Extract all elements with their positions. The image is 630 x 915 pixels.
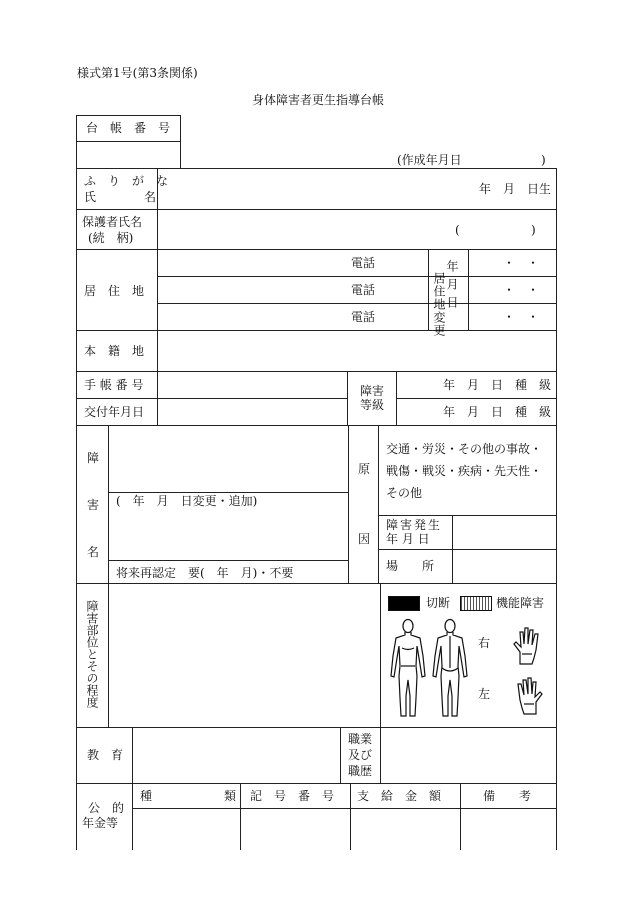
body-back-figure (430, 618, 470, 720)
left-hand-label: 左 (478, 687, 491, 701)
page-title: 身体障害者更生指導台帳 (252, 93, 385, 107)
guardian-name-label: 保護者氏名 (82, 215, 143, 229)
relation-label: (続 柄) (88, 231, 134, 245)
change-date-dots-1: ・ ・ (503, 256, 540, 270)
pension-col-code: 記 号 番 号 (250, 789, 335, 803)
cause-char-2: 因 (358, 532, 371, 546)
domicile-label: 本 籍 地 (84, 344, 145, 358)
ledger-number-label: 台 帳 番 号 (86, 121, 171, 135)
creation-date-label: (作成年月日 (397, 153, 462, 167)
phone-label-2: 電話 (351, 283, 376, 297)
issue-date-label: 交付年月日 (84, 405, 145, 419)
pension-col-type: 種 類 (140, 789, 237, 803)
grade-date-row-2: 年 月 日 種 級 (443, 405, 552, 419)
residence-change-label: 居住地変更 (432, 272, 446, 337)
grade-date-row-1: 年 月 日 種 級 (443, 378, 552, 392)
occupation-label-3: 職歴 (348, 764, 373, 778)
education-label: 教 育 (87, 748, 124, 762)
onset-label-2: 年 月 日 (386, 532, 430, 546)
cause-char-1: 原 (358, 462, 371, 476)
change-date-dots-3: ・ ・ (503, 310, 540, 324)
amputation-swatch (388, 596, 420, 611)
legend-amputation: 切断 (426, 596, 451, 610)
phone-label-3: 電話 (351, 310, 376, 324)
occupation-label-2: 及び (348, 748, 373, 762)
phone-label-1: 電話 (351, 256, 376, 270)
form-number-label: 様式第1号(第3条関係) (77, 66, 198, 80)
birth-date-label: 年 月 日生 (479, 182, 552, 196)
disability-name-char-2: 害 (87, 498, 100, 512)
grade-label-2: 等級 (360, 398, 385, 412)
handbook-number-label: 手 帳 番 号 (84, 378, 144, 392)
cause-options-text: 交通・労災・その他の事故・戦傷・戦災・疾病・先天性・その他 (386, 442, 543, 500)
residence-label: 居 住 地 (84, 284, 145, 298)
relation-paren-open: ( (455, 223, 460, 237)
body-front-figure (388, 618, 428, 720)
right-hand-label: 右 (478, 636, 491, 650)
disability-change-note: ( 年 月 日変更・追加) (116, 494, 258, 508)
place-label: 場 所 (386, 559, 435, 573)
occupation-label-1: 職業 (348, 732, 373, 746)
residence-change-date-label: 年月日 (445, 260, 459, 314)
pension-label-1: 公 的 (88, 801, 125, 815)
right-hand-icon (510, 624, 546, 666)
recertification-note: 将来再認定 要( 年 月)・不要 (116, 566, 294, 580)
relation-paren-close: ) (531, 223, 536, 237)
furigana-label: ふ り が な (84, 174, 169, 188)
pension-col-amount: 支 給 金 額 (357, 789, 442, 803)
pension-label-2: 年金等 (82, 816, 119, 830)
disability-name-char-1: 障 (87, 451, 100, 465)
legend-functional: 機能障害 (496, 596, 545, 610)
functional-swatch (460, 596, 492, 611)
disability-name-char-3: 名 (87, 545, 100, 559)
body-part-label: 障害部位とその程度 (85, 600, 99, 708)
left-hand-icon (510, 674, 546, 716)
pension-col-remarks: 備 考 (483, 789, 532, 803)
onset-label-1: 障害発生 (386, 518, 443, 532)
name-label: 氏 名 (84, 190, 157, 204)
change-date-dots-2: ・ ・ (503, 283, 540, 297)
creation-date-close: ) (541, 153, 546, 167)
grade-label-1: 障害 (360, 384, 385, 398)
